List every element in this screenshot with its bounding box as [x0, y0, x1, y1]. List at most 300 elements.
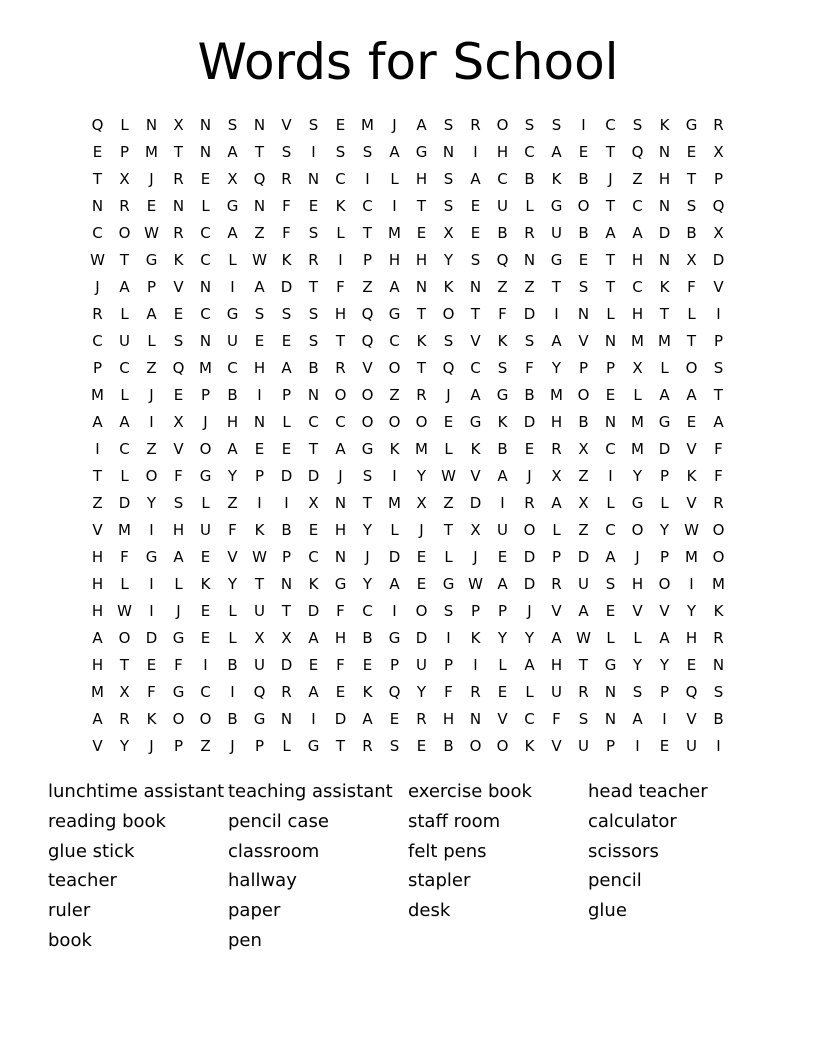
grid-letter: Q: [253, 683, 266, 701]
grid-letter: C: [119, 359, 130, 377]
grid-letter: S: [389, 737, 400, 755]
grid-letter: O: [334, 386, 347, 404]
grid-letter: B: [497, 224, 508, 242]
grid-letter: I: [311, 143, 316, 161]
grid-letter: V: [173, 278, 184, 296]
grid-letter: C: [470, 359, 481, 377]
grid-letter: L: [633, 629, 642, 647]
grid-letter: V: [362, 359, 373, 377]
grid-letter: V: [686, 494, 697, 512]
grid-letter: I: [446, 629, 451, 647]
grid-row: [84, 571, 732, 598]
grid-letter: A: [551, 332, 562, 350]
grid-letter: J: [608, 170, 613, 188]
grid-letter: T: [659, 305, 670, 323]
grid-letter: M: [685, 548, 698, 566]
grid-letter: N: [577, 305, 590, 323]
grid-letter: G: [226, 305, 239, 323]
grid-letter: E: [254, 332, 265, 350]
grid-letter: O: [658, 575, 671, 593]
grid-letter: X: [713, 143, 724, 161]
grid-letter: T: [254, 143, 265, 161]
grid-letter: K: [389, 440, 400, 458]
grid-letter: L: [660, 494, 669, 512]
grid-letter: I: [635, 737, 640, 755]
grid-letter: N: [199, 278, 212, 296]
grid-letter: N: [604, 710, 617, 728]
grid-letter: E: [470, 197, 481, 215]
grid-letter: T: [578, 656, 589, 674]
grid-letter: P: [281, 386, 292, 404]
grid-letter: G: [145, 251, 158, 269]
grid-letter: X: [119, 170, 130, 188]
grid-letter: Y: [686, 602, 697, 620]
word-list-item: pencil case: [228, 810, 329, 832]
grid-letter: P: [605, 359, 616, 377]
grid-letter: Y: [416, 467, 427, 485]
grid-letter: P: [362, 251, 373, 269]
grid-letter: U: [686, 737, 697, 755]
grid-letter: N: [604, 683, 617, 701]
grid-letter: E: [497, 548, 508, 566]
grid-letter: C: [497, 170, 508, 188]
grid-letter: J: [203, 413, 208, 431]
grid-letter: O: [199, 710, 212, 728]
grid-letter: B: [713, 710, 724, 728]
grid-letter: K: [659, 278, 670, 296]
grid-letter: T: [335, 332, 346, 350]
grid-letter: O: [442, 305, 455, 323]
grid-letter: G: [604, 656, 617, 674]
grid-letter: O: [172, 710, 185, 728]
word-list-item: glue: [588, 900, 627, 922]
grid-letter: E: [308, 197, 319, 215]
grid-letter: M: [631, 440, 644, 458]
grid-letter: H: [91, 575, 104, 593]
grid-letter: X: [578, 494, 589, 512]
grid-letter: A: [362, 710, 373, 728]
grid-letter: F: [147, 683, 156, 701]
grid-letter: S: [632, 116, 643, 134]
grid-letter: X: [686, 251, 697, 269]
grid-letter: O: [523, 521, 536, 539]
grid-letter: N: [91, 197, 104, 215]
grid-letter: Q: [631, 143, 644, 161]
grid-letter: D: [523, 305, 536, 323]
grid-letter: S: [173, 494, 184, 512]
grid-row: [84, 490, 732, 517]
grid-letter: A: [92, 413, 103, 431]
grid-letter: P: [281, 548, 292, 566]
grid-letter: I: [338, 251, 343, 269]
grid-letter: K: [713, 602, 724, 620]
grid-letter: F: [120, 548, 129, 566]
grid-letter: R: [119, 197, 130, 215]
grid-row: [84, 679, 732, 706]
grid-row: [84, 301, 732, 328]
grid-letter: O: [631, 521, 644, 539]
grid-letter: B: [362, 629, 373, 647]
grid-letter: L: [120, 116, 129, 134]
grid-letter: I: [716, 305, 721, 323]
grid-letter: N: [334, 494, 347, 512]
grid-letter: N: [658, 143, 671, 161]
grid-letter: U: [551, 683, 562, 701]
grid-letter: S: [443, 602, 454, 620]
grid-letter: L: [120, 467, 129, 485]
grid-letter: M: [631, 413, 644, 431]
grid-letter: M: [91, 386, 104, 404]
grid-letter: B: [227, 656, 238, 674]
grid-letter: A: [389, 143, 400, 161]
grid-letter: V: [551, 602, 562, 620]
grid-letter: N: [145, 116, 158, 134]
grid-letter: G: [415, 143, 428, 161]
grid-letter: Y: [632, 467, 643, 485]
grid-letter: A: [524, 656, 535, 674]
grid-letter: S: [578, 710, 589, 728]
grid-letter: M: [91, 683, 104, 701]
grid-letter: A: [308, 629, 319, 647]
grid-letter: A: [227, 440, 238, 458]
grid-letter: P: [713, 332, 724, 350]
grid-letter: E: [443, 413, 454, 431]
grid-letter: C: [335, 413, 346, 431]
grid-letter: U: [119, 332, 130, 350]
grid-letter: D: [658, 440, 671, 458]
grid-letter: A: [551, 494, 562, 512]
grid-letter: S: [443, 197, 454, 215]
grid-letter: X: [443, 224, 454, 242]
grid-letter: Y: [551, 359, 562, 377]
grid-letter: Q: [712, 197, 725, 215]
grid-letter: G: [658, 413, 671, 431]
grid-letter: O: [712, 548, 725, 566]
grid-letter: T: [362, 224, 373, 242]
grid-letter: B: [227, 710, 238, 728]
grid-letter: Q: [685, 683, 698, 701]
grid-letter: N: [199, 143, 212, 161]
grid-letter: S: [335, 143, 346, 161]
grid-letter: O: [361, 386, 374, 404]
grid-letter: X: [470, 521, 481, 539]
grid-letter: R: [713, 629, 724, 647]
grid-letter: S: [443, 116, 454, 134]
grid-letter: A: [686, 386, 697, 404]
grid-row: [84, 274, 732, 301]
grid-letter: B: [281, 521, 292, 539]
grid-letter: G: [253, 710, 266, 728]
grid-letter: R: [713, 494, 724, 512]
grid-letter: N: [307, 386, 320, 404]
grid-letter: J: [176, 602, 181, 620]
grid-letter: V: [659, 602, 670, 620]
grid-letter: L: [228, 629, 237, 647]
grid-letter: J: [338, 467, 343, 485]
grid-letter: D: [415, 629, 428, 647]
grid-letter: G: [361, 440, 374, 458]
grid-letter: E: [335, 116, 346, 134]
grid-letter: B: [443, 737, 454, 755]
grid-letter: A: [659, 386, 670, 404]
grid-letter: Z: [362, 278, 373, 296]
grid-letter: S: [281, 305, 292, 323]
grid-letter: N: [415, 278, 428, 296]
grid-letter: X: [713, 224, 724, 242]
grid-letter: F: [336, 656, 345, 674]
grid-letter: E: [686, 413, 697, 431]
grid-letter: A: [389, 575, 400, 593]
grid-letter: A: [173, 548, 184, 566]
grid-letter: Y: [227, 575, 238, 593]
grid-letter: F: [687, 278, 696, 296]
grid-letter: D: [712, 251, 725, 269]
grid-row: [84, 193, 732, 220]
grid-letter: G: [172, 683, 185, 701]
grid-letter: E: [578, 251, 589, 269]
grid-row: [84, 517, 732, 544]
grid-letter: H: [253, 359, 266, 377]
grid-letter: D: [307, 467, 320, 485]
grid-letter: X: [551, 467, 562, 485]
grid-row: [84, 544, 732, 571]
grid-letter: P: [659, 548, 670, 566]
grid-letter: E: [416, 224, 427, 242]
grid-letter: I: [473, 143, 478, 161]
grid-letter: I: [257, 494, 262, 512]
grid-letter: T: [173, 143, 184, 161]
grid-letter: A: [551, 629, 562, 647]
grid-letter: I: [257, 386, 262, 404]
grid-letter: R: [578, 683, 589, 701]
grid-letter: N: [253, 413, 266, 431]
grid-row: [84, 355, 732, 382]
grid-letter: Q: [91, 116, 104, 134]
grid-letter: V: [92, 737, 103, 755]
grid-letter: E: [200, 629, 211, 647]
grid-letter: T: [308, 440, 319, 458]
grid-letter: Y: [362, 521, 373, 539]
grid-letter: A: [578, 602, 589, 620]
grid-row: [84, 598, 732, 625]
grid-letter: F: [174, 467, 183, 485]
grid-letter: J: [95, 278, 100, 296]
grid-letter: G: [442, 575, 455, 593]
grid-letter: N: [199, 332, 212, 350]
grid-letter: S: [551, 116, 562, 134]
word-list-item: calculator: [588, 810, 677, 832]
grid-letter: Q: [253, 170, 266, 188]
grid-letter: H: [631, 305, 644, 323]
grid-letter: A: [416, 116, 427, 134]
word-list-item: head teacher: [588, 781, 708, 802]
grid-letter: H: [334, 629, 347, 647]
grid-letter: P: [470, 602, 481, 620]
grid-letter: E: [335, 683, 346, 701]
grid-letter: M: [658, 332, 671, 350]
grid-letter: H: [334, 305, 347, 323]
grid-letter: H: [685, 629, 698, 647]
grid-letter: B: [524, 386, 535, 404]
grid-letter: Y: [659, 521, 670, 539]
grid-letter: A: [605, 224, 616, 242]
grid-letter: T: [713, 386, 724, 404]
grid-letter: B: [578, 224, 589, 242]
grid-letter: T: [362, 494, 373, 512]
grid-letter: Z: [146, 440, 157, 458]
grid-letter: P: [659, 467, 670, 485]
grid-letter: R: [551, 575, 562, 593]
grid-letter: K: [443, 278, 454, 296]
grid-letter: A: [659, 629, 670, 647]
grid-letter: P: [443, 656, 454, 674]
grid-letter: D: [523, 548, 536, 566]
grid-letter: O: [415, 602, 428, 620]
grid-letter: B: [497, 440, 508, 458]
grid-letter: O: [118, 629, 131, 647]
grid-letter: L: [120, 575, 129, 593]
grid-letter: H: [388, 251, 401, 269]
grid-letter: A: [335, 440, 346, 458]
grid-letter: Y: [443, 251, 454, 269]
grid-letter: D: [334, 710, 347, 728]
grid-letter: D: [280, 278, 293, 296]
grid-letter: N: [604, 413, 617, 431]
grid-letter: G: [550, 251, 563, 269]
grid-letter: I: [392, 602, 397, 620]
grid-letter: P: [605, 737, 616, 755]
grid-letter: W: [441, 467, 456, 485]
grid-letter: R: [308, 251, 319, 269]
word-list-item: desk: [408, 900, 451, 922]
grid-letter: K: [308, 575, 319, 593]
grid-letter: Y: [227, 467, 238, 485]
grid-letter: T: [308, 278, 319, 296]
grid-letter: M: [118, 521, 131, 539]
grid-letter: A: [146, 305, 157, 323]
grid-letter: Z: [578, 521, 589, 539]
grid-letter: B: [308, 359, 319, 377]
grid-letter: E: [659, 737, 670, 755]
grid-letter: L: [525, 683, 534, 701]
grid-row: [84, 409, 732, 436]
grid-letter: N: [280, 710, 293, 728]
grid-letter: E: [200, 548, 211, 566]
grid-letter: J: [419, 521, 424, 539]
grid-letter: A: [92, 629, 103, 647]
grid-letter: I: [230, 278, 235, 296]
grid-letter: L: [147, 332, 156, 350]
grid-letter: J: [527, 602, 532, 620]
grid-letter: Z: [443, 494, 454, 512]
grid-letter: E: [524, 440, 535, 458]
grid-letter: D: [577, 548, 590, 566]
grid-letter: P: [119, 143, 130, 161]
grid-letter: L: [201, 197, 210, 215]
grid-letter: T: [443, 521, 454, 539]
grid-letter: I: [716, 737, 721, 755]
grid-letter: D: [118, 494, 131, 512]
grid-letter: P: [200, 386, 211, 404]
grid-letter: C: [92, 224, 103, 242]
grid-letter: E: [416, 548, 427, 566]
grid-row: [84, 436, 732, 463]
grid-letter: A: [497, 575, 508, 593]
grid-letter: N: [442, 143, 455, 161]
grid-letter: W: [252, 548, 267, 566]
grid-letter: A: [281, 359, 292, 377]
grid-letter: U: [227, 332, 238, 350]
grid-letter: L: [444, 548, 453, 566]
grid-letter: H: [658, 170, 671, 188]
grid-letter: N: [604, 332, 617, 350]
grid-letter: S: [578, 278, 589, 296]
grid-letter: X: [227, 170, 238, 188]
grid-letter: L: [228, 251, 237, 269]
grid-letter: K: [200, 575, 211, 593]
grid-letter: X: [119, 683, 130, 701]
grid-letter: H: [442, 710, 455, 728]
grid-letter: R: [524, 494, 535, 512]
grid-letter: H: [496, 143, 509, 161]
grid-letter: Z: [524, 278, 535, 296]
grid-letter: D: [523, 413, 536, 431]
grid-letter: E: [470, 224, 481, 242]
grid-letter: Z: [497, 278, 508, 296]
grid-letter: J: [635, 548, 640, 566]
grid-letter: S: [308, 116, 319, 134]
grid-letter: J: [473, 548, 478, 566]
grid-letter: X: [281, 629, 292, 647]
grid-letter: L: [660, 359, 669, 377]
grid-letter: G: [172, 629, 185, 647]
grid-letter: N: [334, 548, 347, 566]
grid-letter: R: [119, 710, 130, 728]
grid-letter: R: [713, 116, 724, 134]
grid-letter: N: [253, 116, 266, 134]
grid-letter: Y: [659, 656, 670, 674]
grid-letter: N: [199, 116, 212, 134]
grid-letter: P: [254, 737, 265, 755]
grid-letter: C: [200, 251, 211, 269]
word-list-item: hallway: [228, 870, 297, 892]
grid-letter: U: [200, 521, 211, 539]
grid-letter: S: [686, 197, 697, 215]
grid-letter: G: [550, 197, 563, 215]
grid-letter: C: [632, 278, 643, 296]
grid-letter: I: [95, 440, 100, 458]
grid-letter: T: [92, 467, 103, 485]
grid-letter: L: [552, 521, 561, 539]
grid-letter: F: [174, 656, 183, 674]
grid-letter: F: [282, 197, 291, 215]
grid-letter: F: [336, 602, 345, 620]
grid-letter: S: [470, 251, 481, 269]
grid-letter: D: [307, 602, 320, 620]
grid-letter: Y: [416, 683, 427, 701]
grid-letter: L: [525, 197, 534, 215]
word-list-item: stapler: [408, 870, 471, 892]
grid-letter: F: [552, 710, 561, 728]
grid-letter: S: [632, 683, 643, 701]
grid-letter: H: [334, 521, 347, 539]
grid-letter: C: [200, 305, 211, 323]
grid-letter: L: [282, 737, 291, 755]
grid-letter: X: [173, 413, 184, 431]
grid-letter: M: [631, 332, 644, 350]
grid-letter: V: [551, 737, 562, 755]
grid-row: [84, 625, 732, 652]
